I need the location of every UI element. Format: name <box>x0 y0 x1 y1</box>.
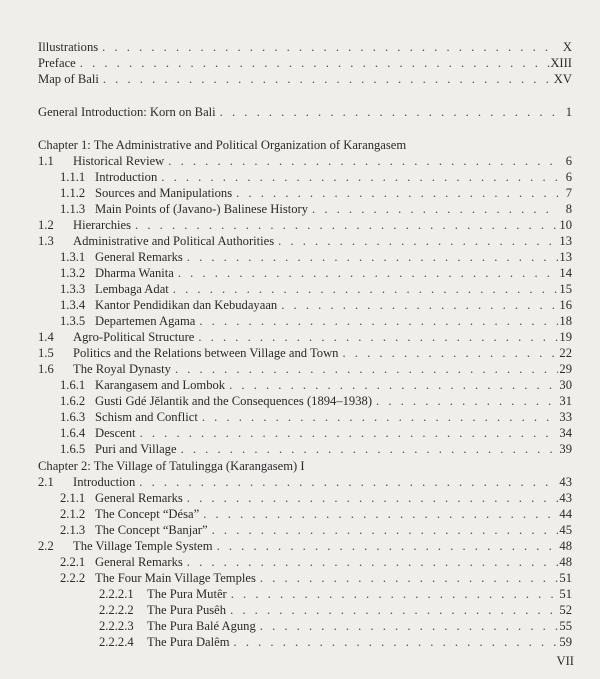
toc-page-number: 1 <box>565 105 572 119</box>
toc-page-number: 13 <box>559 250 572 264</box>
toc-label: The Village Temple System <box>73 539 213 553</box>
section-number: 1.3.2 <box>60 266 86 280</box>
toc-label: The Pura Mutêr <box>147 587 227 601</box>
toc-entry <box>0 377 600 393</box>
toc-label: General Remarks <box>95 555 183 569</box>
section-number: 2.1.3 <box>60 523 86 537</box>
toc-label: General Remarks <box>95 250 183 264</box>
toc-label: Hierarchies <box>73 218 132 232</box>
section-number: 1.1.3 <box>60 202 86 216</box>
toc-entry <box>0 425 600 441</box>
toc-entry-preface <box>0 55 600 71</box>
toc-entry <box>0 249 600 265</box>
section-number: 2.2.2.3 <box>99 619 134 633</box>
toc-label: Illustrations <box>38 40 99 54</box>
section-number: 1.3.1 <box>60 250 86 264</box>
toc-label: General Introduction: Korn on Bali <box>38 105 216 119</box>
toc-entry <box>0 506 600 522</box>
toc-page-number: XV <box>553 72 572 86</box>
section-number: 1.3.5 <box>60 314 86 328</box>
section-number: 1.6.2 <box>60 394 86 408</box>
section-number: 2.2.2.1 <box>99 587 134 601</box>
toc-entry <box>0 361 600 377</box>
toc-page-number: 6 <box>565 170 572 184</box>
section-number: 2.1 <box>38 475 54 489</box>
section-number: 1.3.3 <box>60 282 86 296</box>
toc-page-number: 29 <box>559 362 572 376</box>
toc-entry <box>0 602 600 618</box>
toc-entry <box>0 393 600 409</box>
toc-entry <box>0 554 600 570</box>
toc-page-number: 48 <box>559 555 572 569</box>
toc-label: Main Points of (Javano-) Balinese History <box>95 202 309 216</box>
toc-page-number: 39 <box>559 442 572 456</box>
toc-page-number: 51 <box>559 587 572 601</box>
toc-page-number: 6 <box>565 154 572 168</box>
toc-label: Schism and Conflict <box>95 410 198 424</box>
toc-entry-general-introduction <box>0 104 600 120</box>
section-number: 1.3 <box>38 234 54 248</box>
toc-page-number: 30 <box>559 378 572 392</box>
toc-label: Lembaga Adat <box>95 282 169 296</box>
toc-entry <box>0 522 600 538</box>
toc-entry-map-of-bali <box>0 71 600 87</box>
toc-entry <box>0 586 600 602</box>
toc-label: The Four Main Village Temples <box>95 571 256 585</box>
toc-entry <box>0 169 600 185</box>
toc-label: The Concept “Désa” <box>95 507 200 521</box>
chapter-2-heading: Chapter 2: The Village of Tatulingga (Karangasem) I <box>38 459 305 473</box>
toc-entry <box>0 265 600 281</box>
toc-label: Preface <box>38 56 76 70</box>
toc-page-number: 19 <box>559 330 572 344</box>
toc-entry <box>0 233 600 249</box>
toc-page-number: 43 <box>559 475 572 489</box>
toc-page-number: 22 <box>559 346 572 360</box>
toc-page-number: 15 <box>559 282 572 296</box>
toc-entry <box>0 441 600 457</box>
section-number: 2.2.2.2 <box>99 603 134 617</box>
toc-page-number: 16 <box>559 298 572 312</box>
section-number: 2.1.2 <box>60 507 86 521</box>
toc-page-number: 51 <box>559 571 572 585</box>
toc-entry <box>0 281 600 297</box>
toc-label: Map of Bali <box>38 72 99 86</box>
section-number: 1.1 <box>38 154 54 168</box>
section-number: 2.2.2.4 <box>99 635 134 649</box>
toc-page-number: 18 <box>559 314 572 328</box>
toc-page-number: 52 <box>559 603 572 617</box>
section-number: 2.1.1 <box>60 491 86 505</box>
toc-entry <box>0 217 600 233</box>
toc-page-number: 31 <box>559 394 572 408</box>
toc-entry <box>0 297 600 313</box>
toc-entry <box>0 618 600 634</box>
toc-label: Kantor Pendidikan dan Kebudayaan <box>95 298 278 312</box>
section-number: 1.3.4 <box>60 298 86 312</box>
toc-entry <box>0 329 600 345</box>
toc-page-number: 33 <box>559 410 572 424</box>
toc-page-number: 10 <box>559 218 572 232</box>
section-number: 1.1.1 <box>60 170 86 184</box>
toc-label: Introduction <box>95 170 158 184</box>
section-number: 1.6.3 <box>60 410 86 424</box>
toc-page-number: 45 <box>559 523 572 537</box>
toc-label: Puri and Village <box>95 442 177 456</box>
toc-page-number: XIII <box>550 56 572 70</box>
toc-entry <box>0 538 600 554</box>
section-number: 2.2.1 <box>60 555 86 569</box>
toc-label: The Concept “Banjar” <box>95 523 208 537</box>
page-folio: VII <box>556 654 574 668</box>
toc-label: Karangasem and Lombok <box>95 378 226 392</box>
section-number: 1.6.4 <box>60 426 86 440</box>
toc-entry <box>0 634 600 650</box>
toc-entry <box>0 490 600 506</box>
toc-page-number: 59 <box>559 635 572 649</box>
toc-label: Administrative and Political Authorities <box>73 234 275 248</box>
toc-label: Dharma Wanita <box>95 266 174 280</box>
toc-entry <box>0 153 600 169</box>
toc-label: Historical Review <box>73 154 165 168</box>
toc-page-number: X <box>562 40 572 54</box>
section-number: 1.1.2 <box>60 186 86 200</box>
toc-entry <box>0 345 600 361</box>
toc-label: Introduction <box>73 475 136 489</box>
toc-entry <box>0 185 600 201</box>
toc-label: Departemen Agama <box>95 314 196 328</box>
chapter-1-heading: Chapter 1: The Administrative and Political Organization of Karangasem <box>38 138 407 152</box>
toc-page-number: 44 <box>559 507 572 521</box>
section-number: 1.4 <box>38 330 54 344</box>
toc-entry <box>0 474 600 490</box>
toc-page-number: 43 <box>559 491 572 505</box>
toc-page-number: 13 <box>559 234 572 248</box>
toc-label: The Pura Balé Agung <box>147 619 256 633</box>
toc-page-number: 7 <box>565 186 572 200</box>
toc-entry <box>0 409 600 425</box>
toc-entry <box>0 313 600 329</box>
toc-label: Descent <box>95 426 136 440</box>
toc-page-number: 14 <box>559 266 572 280</box>
section-number: 2.2.2 <box>60 571 86 585</box>
toc-entry <box>0 201 600 217</box>
toc-page-number: 55 <box>559 619 572 633</box>
toc-label: The Royal Dynasty <box>73 362 171 376</box>
toc-label: Agro-Political Structure <box>73 330 195 344</box>
toc-page-number: 48 <box>559 539 572 553</box>
section-number: 1.6.5 <box>60 442 86 456</box>
toc-label: The Pura Pusêh <box>147 603 227 617</box>
section-number: 1.2 <box>38 218 54 232</box>
toc-page-number: 8 <box>565 202 572 216</box>
section-number: 2.2 <box>38 539 54 553</box>
section-number: 1.5 <box>38 346 54 360</box>
toc-label: Gusti Gdé Jělantik and the Consequences (1894–1938) <box>95 394 373 408</box>
toc-label: Politics and the Relations between Village and Town <box>73 346 339 360</box>
section-number: 1.6 <box>38 362 54 376</box>
toc-entry-illustrations <box>0 39 600 55</box>
section-number: 1.6.1 <box>60 378 86 392</box>
toc-entry <box>0 570 600 586</box>
toc-label: The Pura Dalêm <box>147 635 230 649</box>
toc-page-number: 34 <box>559 426 572 440</box>
toc-label: General Remarks <box>95 491 183 505</box>
toc-label: Sources and Manipulations <box>95 186 233 200</box>
